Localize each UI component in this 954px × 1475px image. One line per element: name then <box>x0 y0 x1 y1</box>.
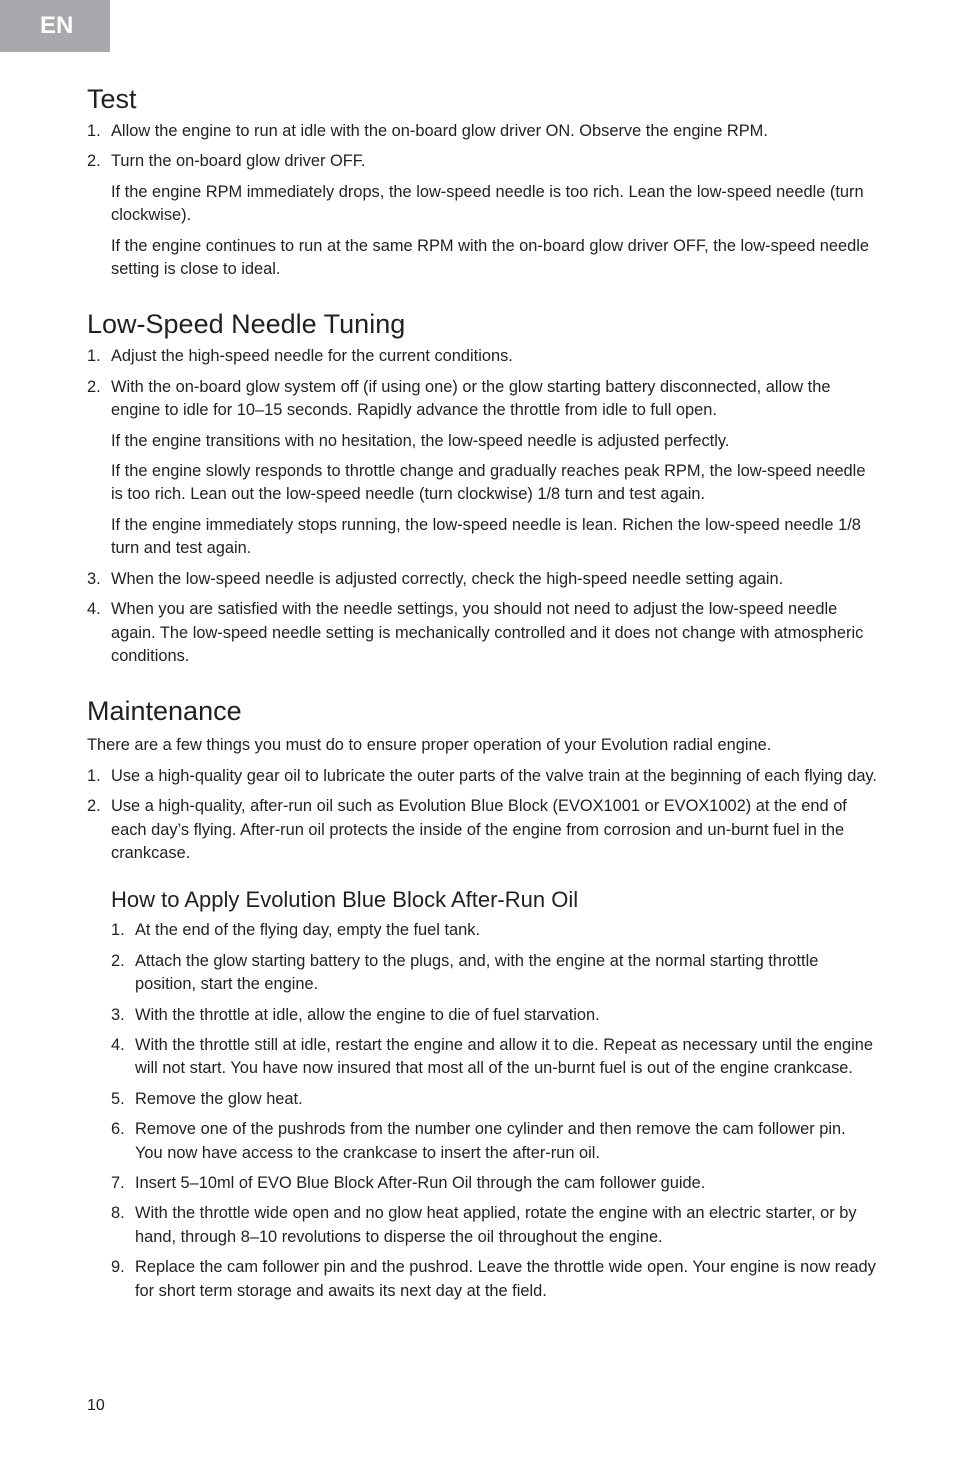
list-item <box>111 919 877 942</box>
list-number: 1. <box>87 347 101 366</box>
list-number: 3. <box>111 1005 125 1024</box>
list-item <box>87 568 877 591</box>
page-content <box>87 80 877 1303</box>
paragraph-intro: There are a few things you must do to ensure proper operation of your Evolution radial engine. <box>87 736 772 755</box>
section-title-test: Test <box>87 84 137 114</box>
paragraph: If the engine immediately stops running, the low-speed needle is lean. Richen the low-speed needle 1/8 turn and test again. <box>111 515 861 558</box>
list-item <box>111 1256 877 1303</box>
subsection-after-run-oil <box>87 885 877 1303</box>
list-item <box>87 765 877 788</box>
list-item <box>87 376 877 423</box>
list-text: With the throttle wide open and no glow heat applied, rotate the engine with an electric starter, or by hand, through 8–10 revolutions to disperse the oil throughout the engine. <box>135 1204 857 1246</box>
list-text: With the throttle at idle, allow the engine to die of fuel starvation. <box>135 1005 600 1024</box>
list-item <box>87 150 877 173</box>
list-number: 1. <box>111 921 125 940</box>
paragraph: If the engine RPM immediately drops, the low-speed needle is too rich. Lean the low-speed needle (turn clockwise). <box>111 182 864 225</box>
list-number: 2. <box>87 797 101 816</box>
subsection-title: How to Apply Evolution Blue Block After-Run Oil <box>111 887 579 913</box>
list-item <box>111 1034 877 1081</box>
list-number: 3. <box>87 569 101 588</box>
list-number: 1. <box>87 122 101 140</box>
list-text: Use a high-quality, after-run oil such as Evolution Blue Block (EVOX1001 or EVOX1002) at the end of each day’s flying. After-run oil protects the inside of the engine from corrosion and un-burnt fuel in the crankcase. <box>111 797 847 862</box>
list-item <box>111 1004 877 1027</box>
list-text: With the on-board glow system off (if using one) or the glow starting battery disconnected, allow the engine to idle for 10–15 seconds. Rapidly advance the throttle from idle to full open. <box>111 377 831 420</box>
list-text: With the throttle still at idle, restart the engine and allow it to die. Repeat as necessary until the engine will not start. You have now insured that most all of the un-burnt fuel is out of the engine crankcase. <box>135 1035 873 1078</box>
list-number: 7. <box>111 1174 125 1192</box>
list-number: 2. <box>87 377 101 396</box>
section-title-maintenance: Maintenance <box>87 696 242 727</box>
list-item <box>111 950 877 997</box>
list-text: Adjust the high-speed needle for the current conditions. <box>111 347 513 366</box>
list-item <box>111 1118 877 1165</box>
list-number: 1. <box>87 766 101 785</box>
list-text: When the low-speed needle is adjusted correctly, check the high-speed needle setting again. <box>111 569 784 588</box>
list-text: Turn the on-board glow driver OFF. <box>111 152 366 171</box>
list-text: Remove the glow heat. <box>135 1089 303 1108</box>
list-number: 4. <box>111 1035 125 1054</box>
list-item <box>111 1202 877 1249</box>
list-number: 2. <box>111 951 125 970</box>
list-item <box>87 120 877 143</box>
paragraph: If the engine slowly responds to throttle change and gradually reaches peak RPM, the low-speed needle is too rich. Lean out the low-speed needle (turn clockwise) 1/8 turn and test again. <box>111 462 866 504</box>
list-item <box>87 345 877 368</box>
page-number: 10 <box>87 1397 105 1414</box>
list-item <box>87 598 877 668</box>
language-tab: EN <box>0 0 110 52</box>
list-number: 6. <box>111 1120 125 1139</box>
list-item <box>87 795 877 865</box>
list-number: 8. <box>111 1204 125 1223</box>
list-text: Attach the glow starting battery to the plugs, and, with the engine at the normal starting throttle position, start the engine. <box>135 951 819 994</box>
list-text: Allow the engine to run at idle with the on-board glow driver ON. Observe the engine RPM. <box>111 122 768 140</box>
list-item <box>111 1088 877 1111</box>
list-text: Use a high-quality gear oil to lubricate the outer parts of the valve train at the beginning of each flying day. <box>111 766 877 785</box>
paragraph: If the engine transitions with no hesitation, the low-speed needle is adjusted perfectly. <box>111 431 730 450</box>
list-text: Replace the cam follower pin and the pushrod. Leave the throttle wide open. Your engine is now ready for short term storage and awaits its next day at the field. <box>135 1258 876 1300</box>
list-number: 4. <box>87 600 101 619</box>
list-text: Remove one of the pushrods from the number one cylinder and then remove the cam follower pin. You now have access to the crankcase to insert the after-run oil. <box>135 1120 846 1162</box>
list-item <box>111 1172 877 1195</box>
list-number: 9. <box>111 1258 125 1277</box>
section-title-low-speed: Low-Speed Needle Tuning <box>87 309 406 340</box>
list-number: 2. <box>87 152 101 171</box>
list-text: At the end of the flying day, empty the fuel tank. <box>135 921 481 940</box>
list-text: When you are satisfied with the needle settings, you should not need to adjust the low-speed needle again. The low-speed needle setting is mechanically controlled and it does not change with atmospheric conditions. <box>111 600 864 665</box>
list-text: Insert 5–10ml of EVO Blue Block After-Run Oil through the cam follower guide. <box>135 1174 706 1192</box>
list-number: 5. <box>111 1089 125 1108</box>
paragraph: If the engine continues to run at the same RPM with the on-board glow driver OFF, the low-speed needle setting is close to ideal. <box>111 236 870 279</box>
